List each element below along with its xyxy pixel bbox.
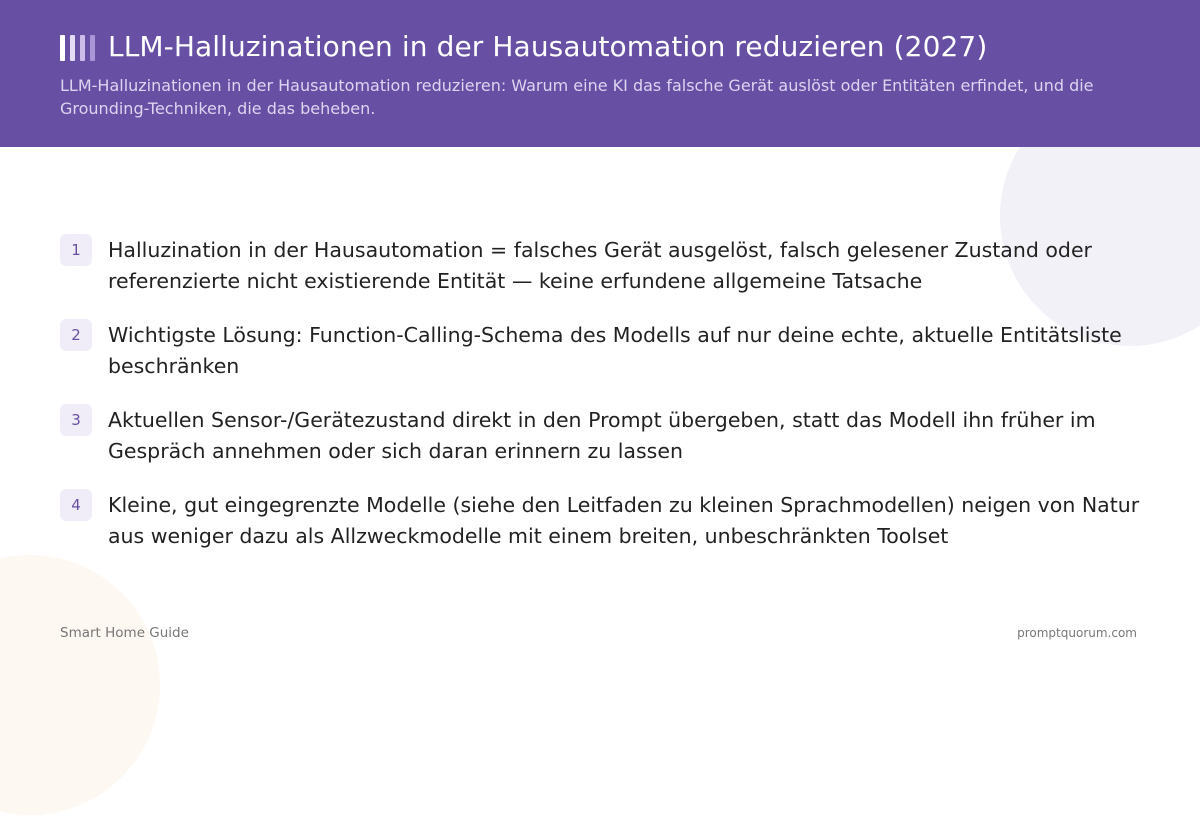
- logo-bar: [70, 35, 75, 61]
- footer-website: promptquorum.com: [1017, 626, 1137, 640]
- item-number-badge: 4: [60, 489, 92, 521]
- page-title: LLM-Halluzinationen in der Hausautomation reduzieren (2027): [108, 30, 988, 63]
- item-number-badge: 3: [60, 404, 92, 436]
- item-text: Kleine, gut eingegrenzte Modelle (siehe den Leitfaden zu kleinen Sprachmodellen) neigen von Natur aus weniger dazu als Allzweckmodelle mit einem breiten, unbeschränkten Toolset: [108, 493, 1140, 548]
- page-subtitle: LLM-Halluzinationen in der Hausautomation reduzieren: Warum eine KI das falsche Gerät auslöst oder Entitäten erfindet, und die Grounding-Techniken, die das beheben.: [60, 76, 1094, 118]
- bars-logo-icon: [60, 35, 95, 61]
- item-text: Wichtigste Lösung: Function-Calling-Schema des Modells auf nur deine echte, aktuelle Entitätsliste beschränken: [108, 323, 1122, 378]
- footer-brand-label: Smart Home Guide: [60, 625, 189, 641]
- item-text: Halluzination in der Hausautomation = falsches Gerät ausgelöst, falsch gelesener Zustand oder referenzierte nicht existierende Entität — keine erfundene allgemeine Tatsache: [108, 238, 1092, 293]
- header-banner: [0, 0, 1200, 147]
- list-item: [60, 489, 1170, 552]
- logo-bar: [60, 35, 65, 61]
- decorative-circle-left: [0, 555, 160, 815]
- list-item: [60, 319, 1170, 382]
- item-number-badge: 1: [60, 234, 92, 266]
- logo-bar: [90, 35, 95, 61]
- item-text: Aktuellen Sensor-/Gerätezustand direkt in den Prompt übergeben, statt das Modell ihn früher im Gespräch annehmen oder sich daran erinnern zu lassen: [108, 408, 1096, 463]
- key-points-list: [60, 234, 1170, 574]
- item-number-badge: 2: [60, 319, 92, 351]
- list-item: [60, 404, 1170, 467]
- logo-bar: [80, 35, 85, 61]
- list-item: [60, 234, 1170, 297]
